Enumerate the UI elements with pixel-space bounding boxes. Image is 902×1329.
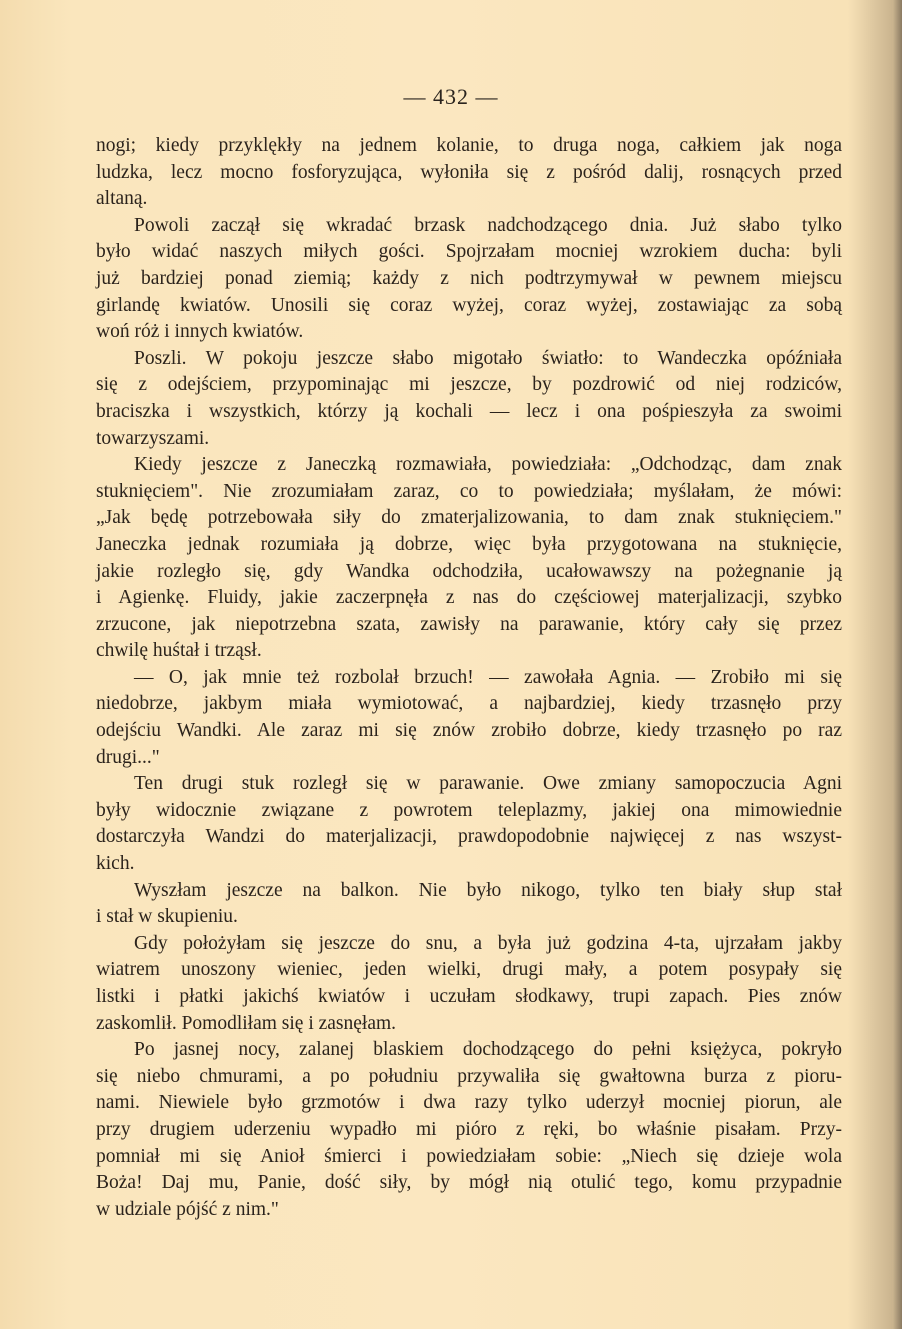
paragraph: [96, 452, 842, 665]
body-text: [96, 133, 842, 1223]
text-line: — O, jak mnie też rozbolał brzuch! — zawołała Agnia. — Zrobiło mi się: [134, 666, 842, 688]
paragraph: [96, 931, 842, 1037]
text-line: dostarczyła Wandzi do materjalizacji, prawdopodobnie najwięcej z nas wszyst-: [96, 826, 842, 848]
text-line: Gdy położyłam się jeszcze do snu, a była już godzina 4-ta, ujrzałam jakby: [134, 932, 842, 954]
text-line: Powoli zaczął się wkradać brzask nadchodzącego dnia. Już słabo tylko: [134, 214, 842, 236]
paragraph: [96, 346, 842, 452]
text-line: się niebo chmurami, a po południu przywaliła się gwałtowna burza z pioru-: [96, 1065, 842, 1087]
text-line: wiatrem unoszony wieniec, jeden wielki, drugi mały, a potem posypały się: [96, 959, 842, 981]
text-line: Janeczka jednak rozumiała ją dobrze, więc była przygotowana na stuknięcie,: [96, 533, 842, 555]
text-line: się z odejściem, przypominając mi jeszcze, by pozdrowić od niej rodziców,: [96, 374, 842, 396]
text-line: drugi...": [96, 746, 160, 768]
text-line: Poszli. W pokoju jeszcze słabo migotało światło: to Wandeczka opóźniała: [134, 347, 842, 369]
page-number: — 432 —: [403, 84, 499, 109]
text-line: nami. Niewiele było grzmotów i dwa razy tylko uderzył mocniej piorun, ale: [96, 1092, 842, 1114]
text-line: Kiedy jeszcze z Janeczką rozmawiała, powiedziała: „Odchodząc, dam znak: [134, 454, 842, 476]
text-line: były widocznie związane z powrotem teleplazmy, jakiej ona mimowiednie: [96, 799, 842, 821]
text-line: pomniał mi się Anioł śmierci i powiedziałam sobie: „Niech się dzieje wola: [96, 1145, 842, 1167]
paragraph: [96, 771, 842, 877]
text-line: nogi; kiedy przyklękły na jednem kolanie, to druga noga, całkiem jak noga: [96, 135, 842, 156]
text-line: w udziale pójść z nim.": [96, 1198, 279, 1220]
paragraph: [96, 133, 842, 213]
text-line: woń róż i innych kwiatów.: [96, 321, 304, 343]
text-line: Wyszłam jeszcze na balkon. Nie było nikogo, tylko ten biały słup stał: [134, 879, 842, 901]
text-line: chwilę huśtał i trząsł.: [96, 640, 262, 662]
text-line: Boża! Daj mu, Panie, dość siły, by mógł nią otulić tego, komu przypadnie: [96, 1172, 842, 1194]
text-line: girlandę kwiatów. Unosili się coraz wyżej, coraz wyżej, zostawiając za sobą: [96, 294, 842, 316]
text-line: altaną.: [96, 188, 148, 210]
text-line: zaskomlił. Pomodliłam się i zasnęłam.: [96, 1012, 397, 1034]
text-line: niedobrze, jakbym miała wymiotować, a najbardziej, kiedy trzasnęło przy: [96, 693, 842, 715]
text-line: jakie rozległo się, gdy Wandka odchodziła, ucałowawszy na pożegnanie ją: [96, 560, 842, 582]
text-line: i Agienkę. Fluidy, jakie zaczerpnęła z nas do częściowej materjalizacji, szybko: [96, 587, 842, 609]
text-line: odejściu Wandki. Ale zaraz mi się znów zrobiło dobrze, kiedy trzasnęło po raz: [96, 720, 842, 742]
text-line: Ten drugi stuk rozległ się w parawanie. Owe zmiany samopoczucia Agni: [134, 773, 842, 795]
text-line: przy drugiem uderzeniu wypadło mi pióro z ręki, bo właśnie pisałam. Przy-: [96, 1118, 842, 1140]
text-line: kich.: [96, 853, 135, 875]
paragraph: [96, 1037, 842, 1223]
text-line: braciszka i wszystkich, którzy ją kochali — lecz i ona pośpieszyła za swoimi: [96, 400, 842, 422]
text-line: już bardziej ponad ziemią; każdy z nich podtrzymywał w pewnem miejscu: [96, 267, 842, 289]
text-line: ludzka, lecz mocno fosforyzująca, wyłoniła się z pośród dalij, rosnących przed: [96, 161, 842, 183]
paragraph: [96, 665, 842, 771]
text-line: zrzucone, jak niepotrzebna szata, zawisły na parawanie, który cały się przez: [96, 613, 842, 635]
text-line: listki i płatki jakichś kwiatów i uczułam słodkawy, trupi zapach. Pies znów: [96, 986, 842, 1007]
text-line: stuknięciem". Nie zrozumiałam zaraz, co to powiedziała; myślałam, że mówi:: [96, 480, 842, 502]
text-line: „Jak będę potrzebowała siły do zmaterjalizowania, to dam znak stuknięciem.": [96, 507, 842, 529]
text-line: Po jasnej nocy, zalanej blaskiem dochodzącego do pełni księżyca, pokryło: [134, 1039, 842, 1061]
text-line: towarzyszami.: [96, 427, 210, 449]
paragraph: [96, 213, 842, 346]
text-line: było widać naszych miłych gości. Spojrzałam mocniej wzrokiem ducha: byli: [96, 241, 842, 263]
text-line: i stał w skupieniu.: [96, 906, 238, 928]
paragraph: [96, 878, 842, 931]
